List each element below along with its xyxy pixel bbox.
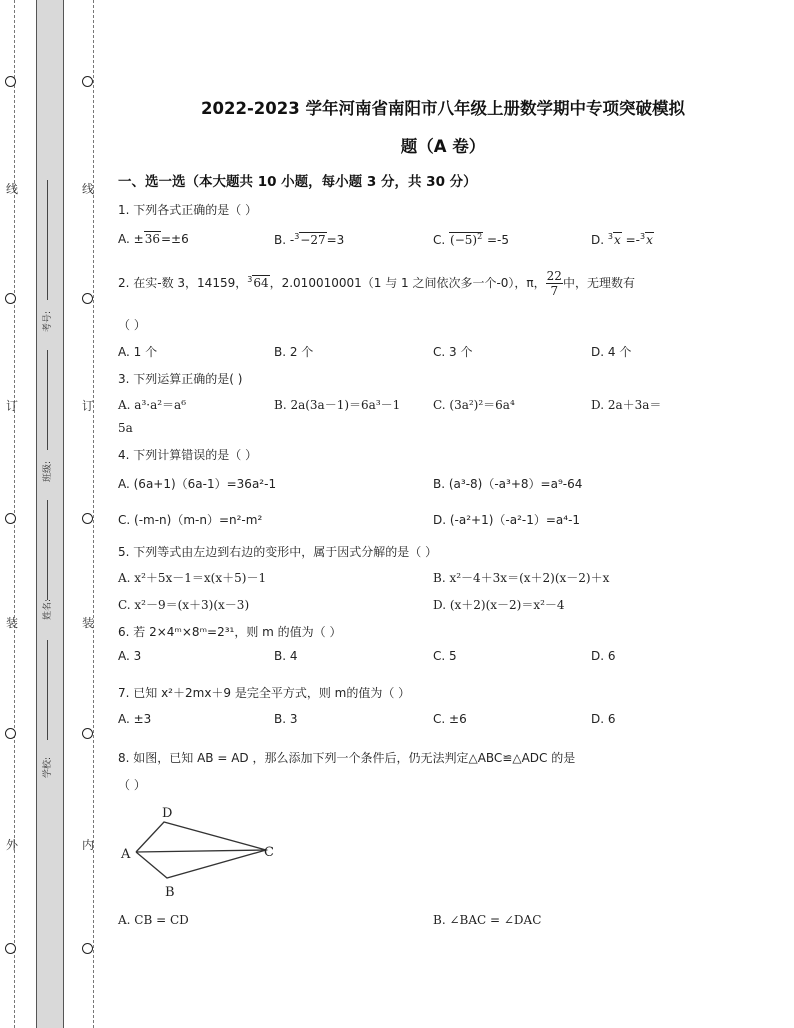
q8-option-a: A. CB = CD [118,913,189,927]
q4-option-b: B. (a³-8)（-a³+8）=a⁹-64 [433,477,583,491]
q4-option-c: C. (-m-n)（m-n）=n²-m² [118,513,263,527]
q8-stem: 8. 如图，已知 AB = AD ，那么添加下列一个条件后，仍无法判定△ABC≌△ADC 的是 [118,751,576,765]
q4-option-a: A. (6a+1)（6a-1）=36a²-1 [118,477,277,491]
name-line [47,500,48,600]
inner-char-zhuang: 装 [82,616,95,630]
outer-char-ding: 订 [6,399,19,413]
section-heading: 一、选一选（本大题共 10 小题，每小题 3 分，共 30 分） [118,174,477,190]
punch-hole [82,513,93,524]
q3-option-b: B. 2a(3a－1)＝6a³－1 [274,398,401,412]
q1-stem: 1. 下列各式正确的是（ ） [118,203,258,217]
punch-hole [5,76,16,87]
page-title-line2: 题（A 卷） [400,137,486,156]
q2-stem: 2. 在实-数 3，14159，$^3$64，2.010010001（1 与 1 之间依次多一个-0），π， $\frac{22}{7}$ 中，无理数有 [118,269,635,298]
school-line [47,640,48,740]
q2-option-c: C. 3 个 [433,345,473,359]
q2-fraction: $\frac{22}{7}$ [546,269,562,298]
name-label: 姓名: [43,598,53,620]
punch-hole [5,943,16,954]
q1-option-a: A. ±36=±6 [118,232,189,246]
q5-stem: 5. 下列等式由左边到右边的变形中，属于因式分解的是（ ） [118,545,438,559]
q7-option-a: A. ±3 [118,712,152,726]
inner-dashed-line [93,0,94,1028]
q6-option-d: D. 6 [591,649,616,663]
q2-blank: （ ） [118,318,146,332]
exam-number-line [47,180,48,300]
q8-quadrilateral-diagram [112,800,292,905]
q6-stem: 6. 若 2×4ᵐ×8ᵐ=2³¹，则 m 的值为（ ） [118,625,342,639]
q1-option-c: C. $(-5)^2 =-5$ [433,232,510,247]
q8-blank: （ ） [118,778,146,792]
q7-option-c: C. ±6 [433,712,467,726]
q4-option-d: D. (-a²+1)（-a²-1）=a⁴-1 [433,513,581,527]
punch-hole [5,513,16,524]
binding-band [36,0,64,1028]
q7-option-d: D. 6 [591,712,616,726]
q2-option-b: B. 2 个 [274,345,314,359]
inner-char-nei: 内 [82,838,95,852]
label-c: C [264,845,274,860]
q3-option-c: C. (3a²)²＝6a⁴ [433,398,515,412]
punch-hole [82,943,93,954]
q4-stem: 4. 下列计算错误的是（ ） [118,448,258,462]
page-title: 2022-2023 学年河南省南阳市八年级上册数学期中专项突破模拟 [201,99,685,118]
punch-hole [82,76,93,87]
label-b: B [165,885,175,900]
punch-hole [5,728,16,739]
class-label: 班级: [43,460,53,482]
q5-option-d: D. (x＋2)(x－2)＝x²－4 [433,598,565,612]
label-d: D [162,806,173,821]
q2-option-a: A. 1 个 [118,345,158,359]
diagonal-ac [136,850,266,852]
q1-option-d: D. $^3$x =-$^3$x [591,232,653,247]
q1-option-b: B. -$^3$−27=3 [274,232,345,247]
q5-option-c: C. x²－9＝(x＋3)(x－3) [118,598,250,612]
q5-option-a: A. x²＋5x－1＝x(x＋5)－1 [118,571,267,585]
q5-option-b: B. x²－4＋3x＝(x＋2)(x－2)＋x [433,571,610,585]
punch-hole [82,293,93,304]
q7-option-b: B. 3 [274,712,298,726]
outer-char-xian: 线 [6,182,19,196]
inner-char-ding: 订 [82,399,95,413]
q3-stem: 3. 下列运算正确的是( ) [118,372,243,386]
inner-char-xian: 线 [82,182,95,196]
q8-option-b: B. ∠BAC = ∠DAC [433,913,542,927]
q3-option-a: A. a³·a²＝a⁶ [118,398,187,412]
q3-option-d: D. 2a＋3a＝ [591,398,662,412]
q2-option-d: D. 4 个 [591,345,632,359]
q6-option-a: A. 3 [118,649,142,663]
punch-hole [82,728,93,739]
punch-hole [5,293,16,304]
q6-option-b: B. 4 [274,649,298,663]
class-line [47,350,48,450]
school-label: 学校: [43,756,53,778]
exam-number-label: 考号: [43,310,53,332]
outer-char-zhuang: 装 [6,616,19,630]
q3-option-d-cont: 5a [118,421,133,435]
outer-char-wai: 外 [6,838,19,852]
q6-option-c: C. 5 [433,649,457,663]
label-a: A [121,847,131,862]
q7-stem: 7. 已知 x²＋2mx＋9 是完全平方式，则 m的值为（ ） [118,686,411,700]
